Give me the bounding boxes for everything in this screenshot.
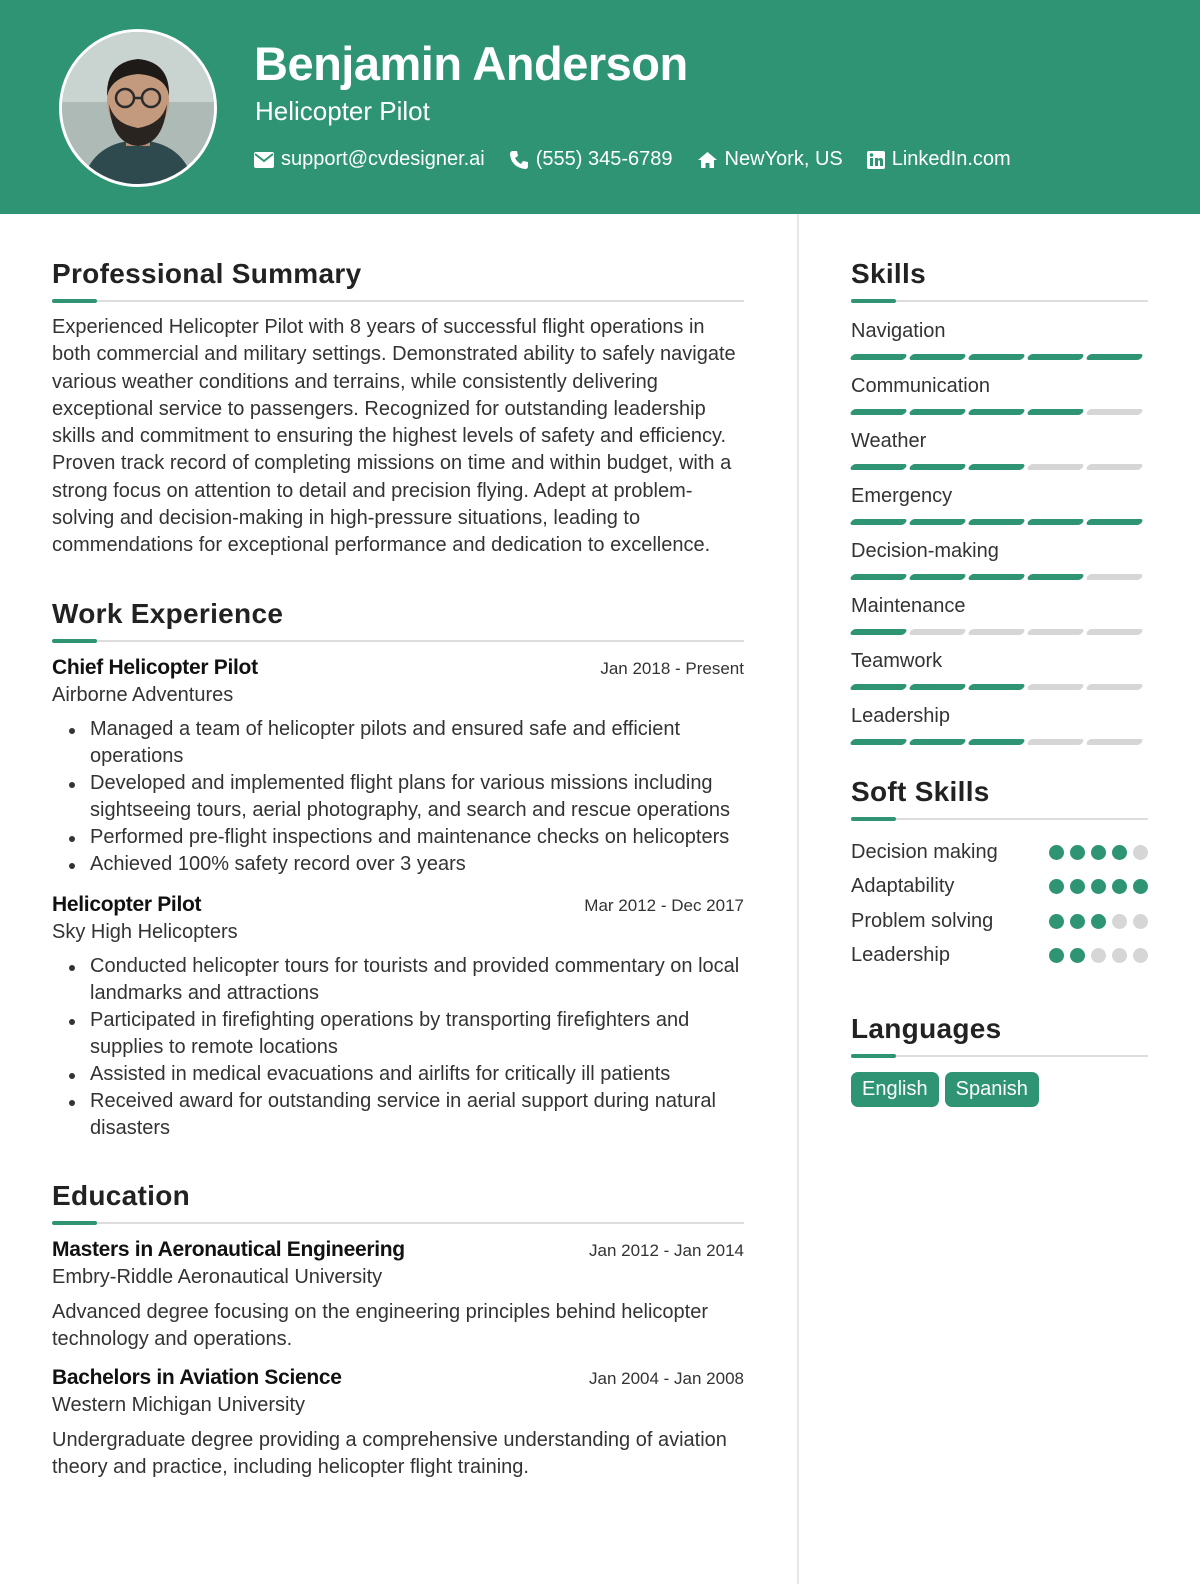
skill-level-segment bbox=[908, 519, 966, 525]
soft-skill-name: Adaptability bbox=[851, 875, 955, 898]
column-divider bbox=[797, 214, 799, 1584]
rating-dot bbox=[1049, 845, 1064, 860]
skill-level-segment bbox=[849, 574, 907, 580]
summary-heading: Professional Summary bbox=[52, 258, 362, 289]
skill-level-segment bbox=[1026, 574, 1084, 580]
language-tag: English bbox=[851, 1072, 939, 1107]
job-entry bbox=[52, 893, 744, 1142]
skill-level-segment bbox=[908, 629, 966, 635]
list-item: Managed a team of helicopter pilots and ensured safe and efficient operations bbox=[66, 716, 744, 770]
rating-dot bbox=[1070, 948, 1085, 963]
job-company: Airborne Adventures bbox=[52, 683, 234, 706]
rating-dot bbox=[1091, 845, 1106, 860]
skills-list bbox=[851, 320, 1148, 745]
soft-skill-rating bbox=[1043, 948, 1148, 963]
contact-bar bbox=[254, 148, 1035, 171]
skill-level-segment bbox=[908, 464, 966, 470]
skill-item bbox=[851, 540, 1148, 580]
skill-name: Emergency bbox=[851, 485, 953, 507]
linkedin-icon bbox=[867, 151, 885, 169]
main-column bbox=[52, 258, 744, 1481]
education-entry bbox=[52, 1238, 744, 1353]
skill-level-segment bbox=[908, 354, 966, 360]
rating-dot bbox=[1070, 845, 1085, 860]
skill-name: Decision-making bbox=[851, 540, 999, 562]
rating-dot bbox=[1112, 879, 1127, 894]
home-icon bbox=[697, 151, 718, 169]
soft-skill-name: Problem solving bbox=[851, 909, 994, 932]
skill-level-segment bbox=[849, 354, 907, 360]
contact-email[interactable] bbox=[254, 148, 485, 171]
rating-dot bbox=[1112, 845, 1127, 860]
skill-level-segment bbox=[849, 684, 907, 690]
skill-level-segment bbox=[967, 684, 1025, 690]
section-rule bbox=[851, 808, 1148, 824]
skills-heading: Skills bbox=[851, 258, 926, 289]
soft-skills-heading: Soft Skills bbox=[851, 776, 990, 807]
skill-level-segment bbox=[1026, 464, 1084, 470]
rating-dot bbox=[1091, 948, 1106, 963]
resume-header bbox=[0, 0, 1200, 214]
rating-dot bbox=[1049, 914, 1064, 929]
summary-text: Experienced Helicopter Pilot with 8 years of successful flight operations in both commercial and military settings. Demonstrated ability to safely navigate various weather conditions and terrains, while consistently delivering exceptional service to passengers. Recognized for outstanding leadership skills and commitment to ensuring the highest levels of safety and efficiency. Proven track record of completing missions on time and within budget, with a strong focus on attention to detail and precision flying. Adept at problem-solving and decision-making in high-pressure situations, leading to commendations for exceptional performance and dedication to excellence. bbox=[52, 316, 736, 557]
skill-name: Navigation bbox=[851, 320, 946, 342]
skill-level-segment bbox=[1085, 629, 1143, 635]
list-item: Assisted in medical evacuations and airlifts for critically ill patients bbox=[66, 1061, 744, 1088]
job-entry bbox=[52, 656, 744, 878]
skill-level-segment bbox=[1026, 354, 1084, 360]
soft-skill-rating bbox=[1043, 914, 1148, 929]
sidebar-column bbox=[851, 258, 1148, 1107]
skill-level-segment bbox=[1085, 409, 1143, 415]
soft-skill-item bbox=[851, 835, 1148, 870]
profile-photo bbox=[59, 29, 217, 187]
rating-dot bbox=[1133, 948, 1148, 963]
contact-email-text: support@cvdesigner.ai bbox=[281, 148, 485, 170]
skill-level-segment bbox=[849, 739, 907, 745]
education-heading: Education bbox=[52, 1179, 191, 1211]
rating-dot bbox=[1133, 845, 1148, 860]
candidate-name: Benjamin Anderson bbox=[254, 37, 688, 90]
candidate-title: Helicopter Pilot bbox=[255, 96, 430, 126]
skill-level-segment bbox=[849, 629, 907, 635]
skill-level-segment bbox=[967, 739, 1025, 745]
contact-phone-text: (555) 345-6789 bbox=[535, 148, 673, 170]
section-rule bbox=[52, 1212, 744, 1228]
skill-item bbox=[851, 650, 1148, 690]
education-entry bbox=[52, 1366, 744, 1481]
rating-dot bbox=[1070, 914, 1085, 929]
phone-icon bbox=[509, 150, 529, 170]
rating-dot bbox=[1091, 879, 1106, 894]
rating-dot bbox=[1112, 914, 1127, 929]
skill-level-segment bbox=[967, 464, 1025, 470]
soft-skill-name: Leadership bbox=[851, 944, 950, 967]
skill-level-segment bbox=[849, 519, 907, 525]
language-tag: Spanish bbox=[945, 1072, 1039, 1107]
languages-heading: Languages bbox=[851, 1013, 1002, 1044]
list-item: Developed and implemented flight plans for various missions including sightseeing tours, aerial photography, and search and rescue operations bbox=[66, 770, 744, 824]
section-rule bbox=[52, 630, 744, 646]
job-date: Jan 2018 - Present bbox=[600, 658, 744, 678]
skill-item bbox=[851, 485, 1148, 525]
skill-level-segment bbox=[1085, 519, 1143, 525]
list-item: Participated in firefighting operations by transporting firefighters and supplies to remote locations bbox=[66, 1007, 744, 1061]
soft-skill-rating bbox=[1043, 879, 1148, 894]
skill-name: Leadership bbox=[851, 705, 950, 727]
skill-item bbox=[851, 430, 1148, 470]
avatar bbox=[62, 32, 214, 184]
education-date: Jan 2004 - Jan 2008 bbox=[588, 1368, 744, 1388]
section-rule bbox=[52, 290, 744, 306]
skill-level-bar bbox=[851, 574, 1148, 580]
soft-skills-list bbox=[851, 835, 1148, 973]
skill-level-segment bbox=[1026, 409, 1084, 415]
skill-level-segment bbox=[908, 409, 966, 415]
skill-level-segment bbox=[908, 684, 966, 690]
skill-level-bar bbox=[851, 409, 1148, 415]
section-rule bbox=[851, 290, 1148, 306]
soft-skill-item bbox=[851, 870, 1148, 905]
skill-level-segment bbox=[849, 409, 907, 415]
rating-dot bbox=[1049, 879, 1064, 894]
skill-name: Maintenance bbox=[851, 595, 966, 617]
rating-dot bbox=[1112, 948, 1127, 963]
job-bullets bbox=[66, 953, 744, 1142]
contact-location-text: NewYork, US bbox=[724, 148, 843, 170]
skill-item bbox=[851, 375, 1148, 415]
rating-dot bbox=[1049, 948, 1064, 963]
education-date: Jan 2012 - Jan 2014 bbox=[588, 1240, 744, 1260]
degree-title: Bachelors in Aviation Science bbox=[52, 1365, 342, 1389]
soft-skill-item bbox=[851, 939, 1148, 974]
contact-linkedin[interactable] bbox=[867, 148, 1011, 171]
section-rule bbox=[851, 1045, 1148, 1061]
skill-level-segment bbox=[1085, 464, 1143, 470]
skill-item bbox=[851, 595, 1148, 635]
skill-item bbox=[851, 705, 1148, 745]
skill-level-segment bbox=[1085, 354, 1143, 360]
skill-level-segment bbox=[967, 629, 1025, 635]
school-name: Western Michigan University bbox=[52, 1393, 306, 1416]
job-bullets bbox=[66, 716, 744, 878]
rating-dot bbox=[1070, 879, 1085, 894]
skill-item bbox=[851, 320, 1148, 360]
skill-level-bar bbox=[851, 629, 1148, 635]
education-description: Undergraduate degree providing a comprehensive understanding of aviation theory and practice, including helicopter flight training. bbox=[52, 1428, 727, 1478]
skill-level-segment bbox=[967, 354, 1025, 360]
languages-list bbox=[851, 1072, 1148, 1107]
rating-dot bbox=[1091, 914, 1106, 929]
skill-level-segment bbox=[1026, 739, 1084, 745]
experience-heading: Work Experience bbox=[52, 597, 284, 629]
contact-location[interactable] bbox=[697, 148, 843, 171]
soft-skill-name: Decision making bbox=[851, 840, 998, 863]
skill-level-segment bbox=[1085, 739, 1143, 745]
rating-dot bbox=[1133, 879, 1148, 894]
skill-level-segment bbox=[967, 574, 1025, 580]
list-item: Received award for outstanding service in aerial support during natural disasters bbox=[66, 1088, 744, 1142]
skill-level-segment bbox=[849, 464, 907, 470]
contact-linkedin-text: LinkedIn.com bbox=[891, 148, 1011, 170]
skill-level-bar bbox=[851, 739, 1148, 745]
skill-level-segment bbox=[1085, 574, 1143, 580]
skill-level-segment bbox=[908, 739, 966, 745]
soft-skill-item bbox=[851, 904, 1148, 939]
skill-name: Communication bbox=[851, 375, 990, 397]
education-description: Advanced degree focusing on the engineering principles behind helicopter technology and operations. bbox=[52, 1300, 709, 1350]
skill-level-segment bbox=[1026, 519, 1084, 525]
list-item: Achieved 100% safety record over 3 years bbox=[66, 851, 744, 878]
skill-level-bar bbox=[851, 684, 1148, 690]
skill-level-segment bbox=[967, 409, 1025, 415]
list-item: Conducted helicopter tours for tourists and provided commentary on local landmarks and attractions bbox=[66, 953, 744, 1007]
skill-level-segment bbox=[908, 574, 966, 580]
degree-title: Masters in Aeronautical Engineering bbox=[52, 1237, 405, 1261]
job-date: Mar 2012 - Dec 2017 bbox=[584, 895, 744, 915]
skill-level-bar bbox=[851, 354, 1148, 360]
skill-level-segment bbox=[967, 519, 1025, 525]
skill-level-segment bbox=[1026, 684, 1084, 690]
list-item: Performed pre-flight inspections and maintenance checks on helicopters bbox=[66, 824, 744, 851]
skill-level-segment bbox=[1026, 629, 1084, 635]
skill-level-bar bbox=[851, 464, 1148, 470]
contact-phone[interactable] bbox=[509, 148, 673, 171]
school-name: Embry-Riddle Aeronautical University bbox=[52, 1265, 383, 1288]
skill-name: Teamwork bbox=[851, 650, 943, 672]
job-title: Helicopter Pilot bbox=[52, 892, 202, 916]
rating-dot bbox=[1133, 914, 1148, 929]
soft-skill-rating bbox=[1043, 845, 1148, 860]
job-title: Chief Helicopter Pilot bbox=[52, 655, 258, 679]
envelope-icon bbox=[254, 152, 274, 168]
skill-level-bar bbox=[851, 519, 1148, 525]
skill-level-segment bbox=[1085, 684, 1143, 690]
skill-name: Weather bbox=[851, 430, 927, 452]
job-company: Sky High Helicopters bbox=[52, 920, 238, 943]
